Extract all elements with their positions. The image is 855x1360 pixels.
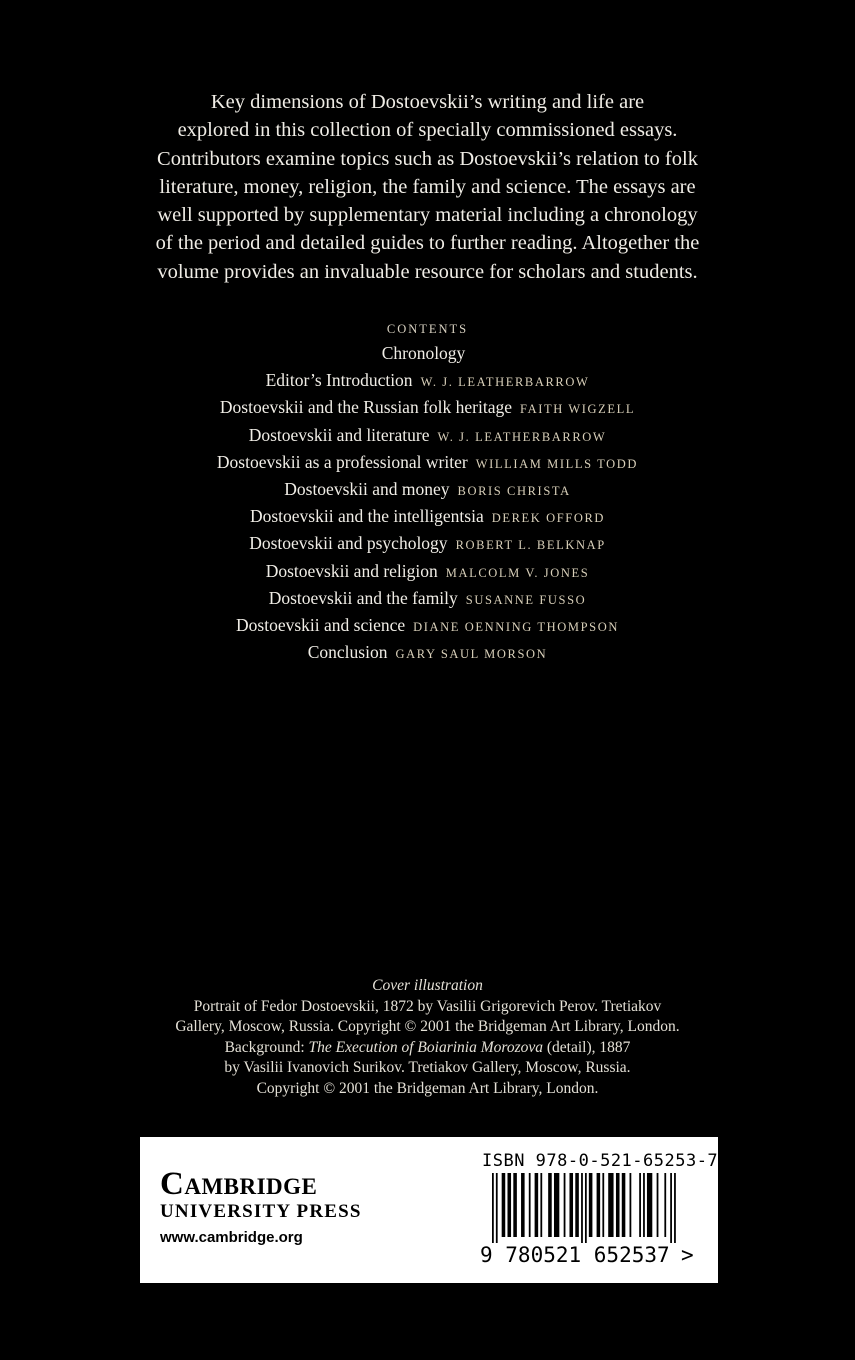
credits-line: Gallery, Moscow, Russia. Copyright © 2001 the Bridgeman Art Library, London. — [175, 1018, 680, 1036]
blurb-line: explored in this collection of specially commissioned essays. — [177, 119, 678, 142]
publisher-url: www.cambridge.org — [160, 1229, 303, 1246]
credits-line: by Vasilii Ivanovich Surikov. Tretiakov Gallery, Moscow, Russia. — [224, 1059, 631, 1077]
toc-author: SUSANNE FUSSO — [465, 592, 587, 607]
toc-author: FAITH WIGZELL — [520, 402, 636, 417]
toc-author: W. J. LEATHERBARROW — [437, 429, 607, 444]
barcode-bar — [521, 1173, 525, 1237]
toc-author: WILLIAM MILLS TODD — [475, 456, 639, 471]
barcode-bar — [540, 1173, 542, 1237]
toc-author: BORIS CHRISTA — [457, 483, 571, 498]
blurb-line: of the period and detailed guides to further reading. Altogether the — [155, 232, 700, 255]
table-of-contents — [80, 318, 775, 666]
barcode-icon — [492, 1173, 676, 1243]
credits-line: Copyright © 2001 the Bridgeman Art Library, London. — [256, 1079, 599, 1097]
contents-heading: CONTENTS — [386, 322, 469, 336]
toc-entry — [80, 340, 775, 367]
toc-title: Dostoevskii and money — [284, 478, 450, 499]
toc-entry — [80, 367, 775, 394]
barcode-bar — [535, 1173, 539, 1237]
toc-title: Dostoevskii and psychology — [249, 533, 448, 554]
credits-line: Portrait of Fedor Dostoevskii, 1872 by Vasilii Grigorevich Perov. Tretiakov — [193, 997, 662, 1015]
toc-title: Dostoevskii and the intelligentsia — [249, 506, 484, 527]
barcode-bar — [674, 1173, 676, 1243]
barcode-bar — [643, 1173, 645, 1237]
credits-heading: Cover illustration — [372, 977, 483, 994]
barcode-bar — [496, 1173, 498, 1243]
toc-title: Chronology — [381, 343, 466, 363]
toc-author: W. J. LEATHERBARROW — [420, 375, 590, 390]
toc-entry — [80, 558, 775, 585]
barcode-bar — [647, 1173, 652, 1237]
barcode-digits: 9 780521 652537 — [480, 1243, 670, 1267]
toc-entry — [80, 585, 775, 612]
barcode-bar — [585, 1173, 587, 1243]
publisher-name: Cambridge — [160, 1166, 318, 1202]
toc-entry — [80, 503, 775, 530]
blurb-line: well supported by supplementary material including a chronology — [157, 204, 698, 227]
barcode-bar — [548, 1173, 552, 1237]
isbn-label: ISBN 978-0-521-65253-7 — [482, 1151, 719, 1171]
barcode-bar — [602, 1173, 604, 1237]
barcode-bar — [492, 1173, 494, 1243]
toc-entry — [80, 639, 775, 666]
barcode-bar — [670, 1173, 672, 1243]
toc-title: Dostoevskii as a professional writer — [216, 451, 468, 472]
barcode-bar — [569, 1173, 573, 1237]
credits-line: Background: The Execution of Boiarinia Morozova (detail), 1887 — [224, 1038, 631, 1056]
toc-title: Editor’s Introduction — [265, 370, 413, 391]
toc-title: Dostoevskii and literature — [248, 424, 430, 445]
barcode-bar — [630, 1173, 632, 1237]
barcode-bar — [589, 1173, 593, 1237]
barcode-bar — [639, 1173, 641, 1237]
toc-entry — [80, 476, 775, 503]
toc-author: DIANE OENNING THOMPSON — [413, 619, 619, 634]
publisher-subtitle: UNIVERSITY PRESS — [160, 1201, 362, 1222]
blurb-line: Contributors examine topics such as Dostoevskii’s relation to folk — [157, 147, 698, 170]
barcode-bar — [597, 1173, 601, 1237]
toc-title: Dostoevskii and science — [236, 614, 406, 635]
barcode-bar — [664, 1173, 666, 1237]
toc-entry — [80, 612, 775, 639]
barcode-arrow: > — [681, 1243, 694, 1267]
barcode-bar — [502, 1173, 506, 1237]
toc-author: GARY SAUL MORSON — [395, 647, 548, 662]
publisher-logo — [160, 1167, 362, 1246]
barcode-bar — [608, 1173, 613, 1237]
toc-author: DEREK OFFORD — [491, 511, 606, 526]
publisher-barcode-panel — [140, 1137, 718, 1283]
barcode-bar — [581, 1173, 583, 1243]
blurb-line: volume provides an invaluable resource for scholars and students. — [157, 260, 698, 283]
barcode-bar — [657, 1173, 659, 1237]
barcode-bar — [529, 1173, 531, 1237]
toc-title: Dostoevskii and the family — [268, 587, 458, 608]
toc-entry — [80, 530, 775, 557]
barcode-bar — [513, 1173, 517, 1237]
toc-entry — [80, 449, 775, 476]
barcode-bar — [554, 1173, 559, 1237]
toc-title: Conclusion — [307, 642, 388, 663]
toc-author: MALCOLM V. JONES — [445, 565, 590, 580]
blurb — [120, 88, 735, 286]
barcode-bar — [507, 1173, 511, 1237]
barcode-bar — [564, 1173, 566, 1237]
blurb-line: literature, money, religion, the family and science. The essays are — [159, 175, 696, 198]
toc-title: Dostoevskii and religion — [265, 560, 438, 581]
barcode-bar — [616, 1173, 620, 1237]
toc-author: ROBERT L. BELKNAP — [455, 538, 606, 553]
barcode-bar — [575, 1173, 579, 1237]
toc-title: Dostoevskii and the Russian folk heritage — [219, 397, 512, 418]
cover-credits — [100, 976, 755, 1100]
toc-entry — [80, 422, 775, 449]
barcode-bar — [622, 1173, 626, 1237]
toc-entry — [80, 394, 775, 421]
blurb-line: Key dimensions of Dostoevskii’s writing and life are — [210, 91, 645, 113]
